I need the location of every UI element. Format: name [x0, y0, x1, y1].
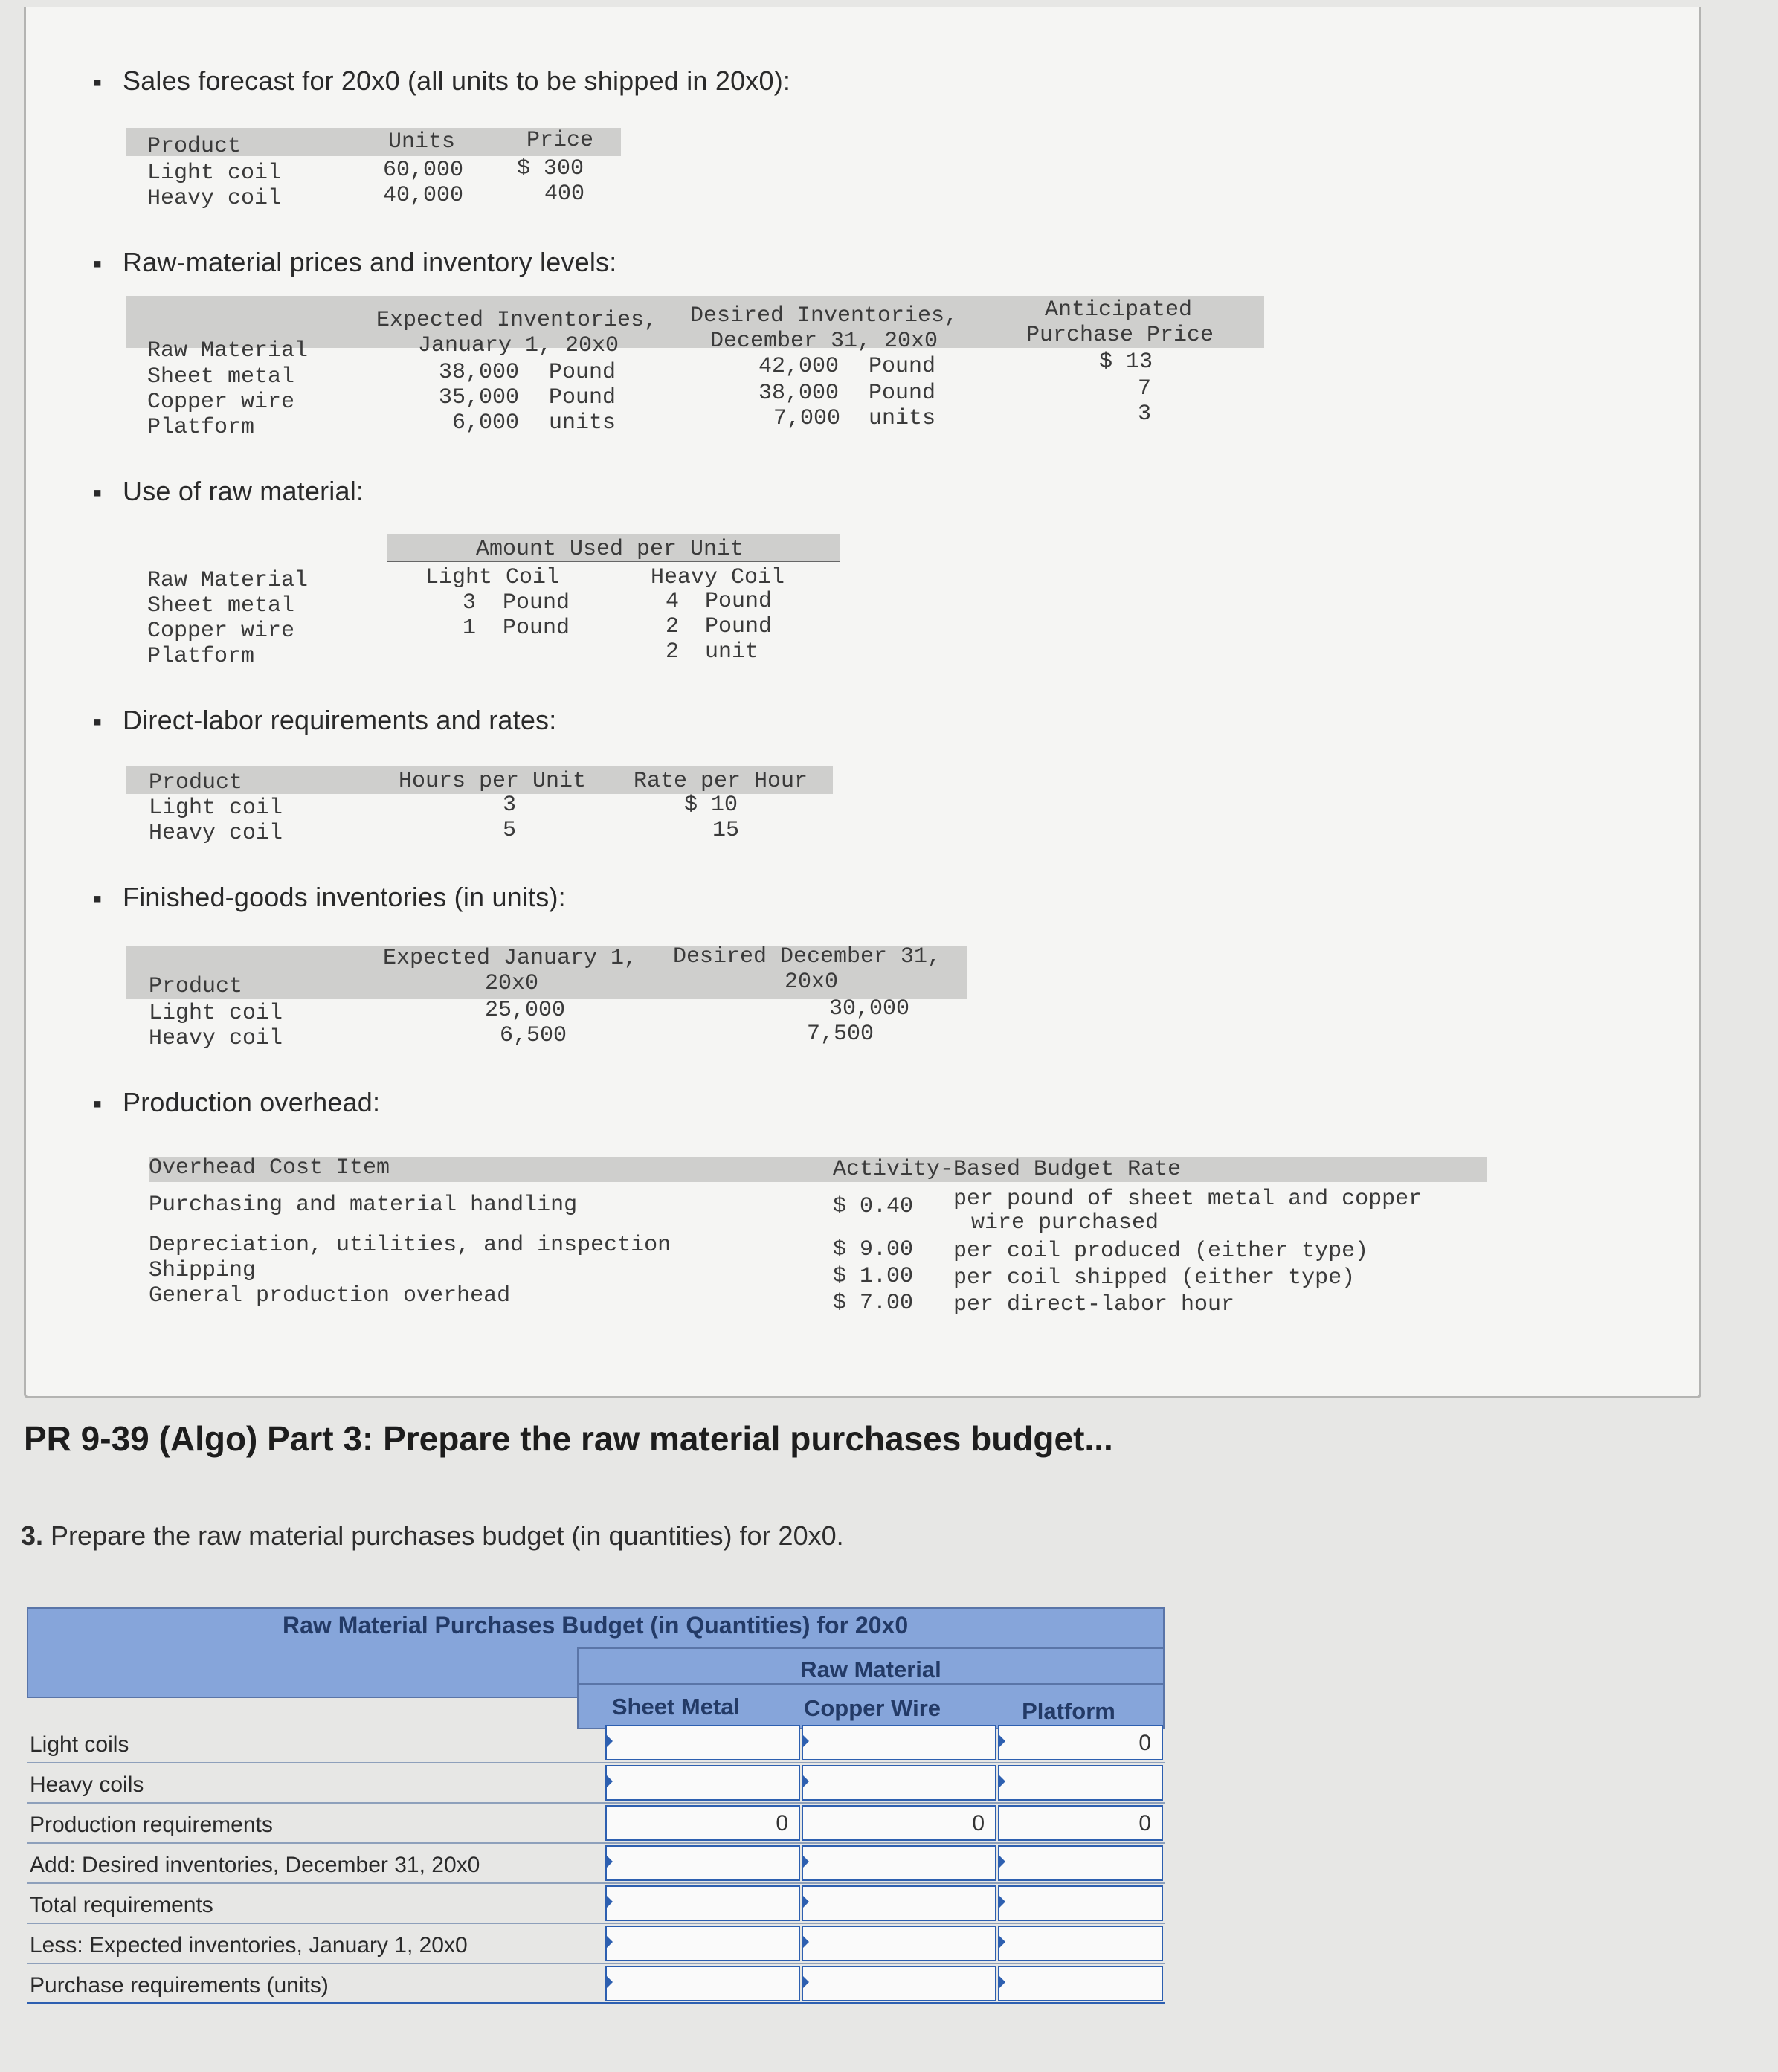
purchase-req-copper-wire-input[interactable] [802, 1966, 996, 2001]
budget-title: Raw Material Purchases Budget (in Quantities) for 20x0 [283, 1612, 909, 1639]
rawprices-col-material: Raw Material [147, 338, 309, 364]
overhead-row-basis: wire purchased [971, 1210, 1159, 1236]
group-header-label: Raw Material [800, 1656, 941, 1682]
finished-col-expected: Expected January 1, [383, 946, 638, 971]
finished-row-product: Heavy coil [149, 1026, 283, 1051]
rawprices-row-material: Sheet metal [147, 364, 295, 390]
overhead-row-item: Shipping [149, 1258, 257, 1283]
labor-row-hours: 5 [503, 818, 517, 843]
rawprices-row-material: Platform [147, 415, 255, 440]
purchase-req-platform-input[interactable] [998, 1966, 1163, 2001]
overhead-row-rate: $ 7.00 [833, 1291, 914, 1316]
row-label-total-requirements: Total requirements [30, 1893, 213, 1917]
sales-row-product: Light coil [147, 161, 282, 186]
expected-inv-copper-wire-input[interactable] [802, 1926, 996, 1961]
overhead-row-basis: per pound of sheet metal and copper [953, 1187, 1423, 1212]
row-label-production-requirements: Production requirements [30, 1813, 273, 1837]
rawprices-row-exp-qty: 6,000 [452, 410, 520, 436]
finished-col-desired: Desired December 31, [673, 944, 941, 969]
labor-col-hours: Hours per Unit [399, 769, 587, 794]
finished-col-product: Product [149, 974, 243, 999]
production-req-sheet-metal: 0 [605, 1805, 800, 1841]
instruction [21, 1520, 844, 1552]
finished-row-desired: 30,000 [829, 996, 910, 1022]
overhead-row-rate: $ 1.00 [833, 1264, 914, 1289]
table-row [27, 1964, 1165, 2004]
labor-col-product: Product [149, 770, 243, 795]
overhead-row-basis: per direct-labor hour [953, 1292, 1235, 1317]
use-row-light-qty: 1 [463, 616, 477, 641]
light-coils-copper-wire-input[interactable] [802, 1725, 996, 1760]
finished-row-expected: 6,500 [500, 1023, 567, 1048]
row-label-heavy-coils: Heavy coils [30, 1772, 144, 1797]
use-row-light-qty: 3 [463, 590, 477, 616]
rawprices-row-exp-unit: Pound [549, 360, 616, 385]
labor-heading: ▪ Direct-labor requirements and rates: [93, 705, 557, 736]
light-coils-platform-input[interactable]: 0 [998, 1725, 1163, 1760]
use-col-heavy: Heavy Coil [651, 565, 785, 590]
rawprices-row-price: 7 [1138, 376, 1152, 401]
row-label-light-coils: Light coils [30, 1732, 129, 1757]
total-req-sheet-metal-input[interactable] [605, 1885, 800, 1921]
use-col-amount: Amount Used per Unit [476, 537, 744, 562]
overhead-row-basis: per coil produced (either type) [953, 1239, 1369, 1264]
rawprices-row-price: 3 [1138, 401, 1152, 427]
instruction-number: 3. [21, 1520, 44, 1551]
table-row [27, 1763, 1165, 1804]
rawprices-row-des-unit: Pound [869, 381, 936, 406]
col-platform: Platform [1022, 1698, 1115, 1724]
overhead-row-item: Purchasing and material handling [149, 1192, 578, 1218]
rawprices-col-price: Purchase Price [1026, 323, 1214, 348]
finished-row-product: Light coil [149, 1001, 283, 1026]
use-row-heavy-unit: unit [705, 639, 759, 665]
expected-inv-platform-input[interactable] [998, 1926, 1163, 1961]
use-col-light: Light Coil [425, 565, 560, 590]
budget-group-header [577, 1647, 1165, 1685]
labor-row-hours: 3 [503, 793, 517, 818]
sales-row-units: 40,000 [383, 183, 464, 208]
rawprices-row-material: Copper wire [147, 390, 295, 415]
sales-heading: ▪ Sales forecast for 20x0 (all units to be shipped in 20x0): [93, 65, 791, 97]
sales-row-price: $ 300 [517, 156, 584, 181]
rawprices-row-exp-unit: Pound [549, 385, 616, 410]
labor-row-product: Light coil [149, 795, 283, 821]
rawprices-col-expected: Expected Inventories, [376, 308, 658, 333]
labor-row-product: Heavy coil [149, 821, 283, 846]
use-heading: ▪ Use of raw material: [93, 476, 364, 507]
use-row-heavy-qty: 4 [666, 589, 680, 614]
overhead-heading: ▪ Production overhead: [93, 1087, 381, 1118]
rawprices-row-des-qty: 38,000 [758, 381, 840, 406]
instruction-text: Prepare the raw material purchases budget (in quantities) for 20x0. [51, 1520, 844, 1551]
sales-col-price: Price [526, 128, 594, 153]
finished-col-expected: 20x0 [485, 971, 539, 996]
overhead-col-item: Overhead Cost Item [149, 1155, 390, 1181]
bullet-icon: ▪ [93, 479, 103, 507]
use-row-heavy-unit: Pound [705, 614, 773, 639]
table-row [27, 1723, 1165, 1763]
total-req-copper-wire-input[interactable] [802, 1885, 996, 1921]
problem-data-panel [24, 7, 1701, 1398]
sales-col-product: Product [147, 134, 242, 159]
bullet-icon: ▪ [93, 885, 103, 913]
overhead-row-basis: per coil shipped (either type) [953, 1265, 1356, 1291]
use-row-material: Sheet metal [147, 593, 295, 619]
rawprices-row-des-qty: 42,000 [758, 354, 840, 379]
production-req-platform: 0 [998, 1805, 1163, 1841]
purchase-req-sheet-metal-input[interactable] [605, 1966, 800, 2001]
budget-column-headers [577, 1683, 1165, 1729]
light-coils-sheet-metal-input[interactable] [605, 1725, 800, 1760]
col-sheet-metal: Sheet Metal [611, 1694, 741, 1720]
finished-row-desired: 7,500 [807, 1022, 874, 1047]
rawprices-col-desired: December 31, 20x0 [710, 329, 938, 354]
use-row-material: Copper wire [147, 619, 295, 644]
rawprices-row-des-unit: units [869, 406, 936, 431]
overhead-row-item: Depreciation, utilities, and inspection [149, 1233, 671, 1258]
table-row [27, 1924, 1165, 1964]
row-label-desired-inventories: Add: Desired inventories, December 31, 20x0 [30, 1853, 480, 1877]
desired-inv-sheet-metal-input[interactable] [605, 1845, 800, 1881]
row-label-expected-inventories: Less: Expected inventories, January 1, 20x0 [30, 1933, 468, 1958]
sales-row-units: 60,000 [383, 158, 464, 183]
heavy-coils-copper-wire-input[interactable] [802, 1765, 996, 1801]
rawprices-col-price: Anticipated [1045, 297, 1193, 323]
use-col-material: Raw Material [147, 568, 309, 593]
labor-row-rate: $ 10 [684, 793, 738, 818]
rawprices-row-des-unit: Pound [869, 354, 936, 379]
table-row [27, 1884, 1165, 1924]
finished-col-desired: 20x0 [785, 969, 839, 995]
bullet-icon: ▪ [93, 1090, 103, 1118]
overhead-row-item: General production overhead [149, 1283, 511, 1308]
desired-inv-copper-wire-input[interactable] [802, 1845, 996, 1881]
rawprices-row-price: $ 13 [1099, 349, 1153, 375]
rawprices-col-desired: Desired Inventories, [690, 303, 959, 329]
rawprices-heading: ▪ Raw-material prices and inventory levels: [93, 247, 617, 278]
production-req-copper-wire: 0 [802, 1805, 996, 1841]
expected-inv-sheet-metal-input[interactable] [605, 1926, 800, 1961]
use-row-material: Platform [147, 644, 255, 669]
finished-heading: ▪ Finished-goods inventories (in units): [93, 882, 566, 913]
sales-col-units: Units [388, 129, 456, 155]
rawprices-row-exp-qty: 38,000 [439, 360, 520, 385]
use-row-light-unit: Pound [503, 616, 570, 641]
overhead-row-rate: $ 9.00 [833, 1237, 914, 1262]
use-row-heavy-qty: 2 [666, 614, 680, 639]
rawprices-row-exp-qty: 35,000 [439, 385, 520, 410]
overhead-col-rate: Activity-Based Budget Rate [833, 1157, 1182, 1182]
bullet-icon: ▪ [93, 68, 103, 97]
total-req-platform-input[interactable] [998, 1885, 1163, 1921]
col-copper-wire: Copper Wire [803, 1695, 941, 1721]
heavy-coils-sheet-metal-input[interactable] [605, 1765, 800, 1801]
use-row-light-unit: Pound [503, 590, 570, 616]
use-row-heavy-qty: 2 [666, 639, 680, 665]
row-label-purchase-requirements: Purchase requirements (units) [30, 1973, 329, 1998]
part-title: PR 9-39 (Algo) Part 3: Prepare the raw material purchases budget... [24, 1419, 1113, 1458]
sales-row-product: Heavy coil [147, 186, 282, 211]
rawprices-row-exp-unit: units [549, 410, 616, 436]
table-row [27, 1804, 1165, 1844]
overhead-row-rate: $ 0.40 [833, 1194, 914, 1219]
sales-row-price: 400 [544, 181, 585, 207]
rawprices-col-expected: January 1, 20x0 [418, 333, 619, 358]
rawprices-row-des-qty: 7,000 [773, 406, 841, 431]
labor-col-rate: Rate per Hour [634, 769, 808, 794]
finished-row-expected: 25,000 [485, 998, 566, 1023]
use-row-heavy-unit: Pound [705, 589, 773, 614]
bullet-icon: ▪ [93, 250, 103, 278]
labor-row-rate: 15 [712, 818, 740, 843]
desired-inv-platform-input[interactable] [998, 1845, 1163, 1881]
bullet-icon: ▪ [93, 708, 103, 736]
heavy-coils-platform-input[interactable] [998, 1765, 1163, 1801]
table-row [27, 1844, 1165, 1884]
